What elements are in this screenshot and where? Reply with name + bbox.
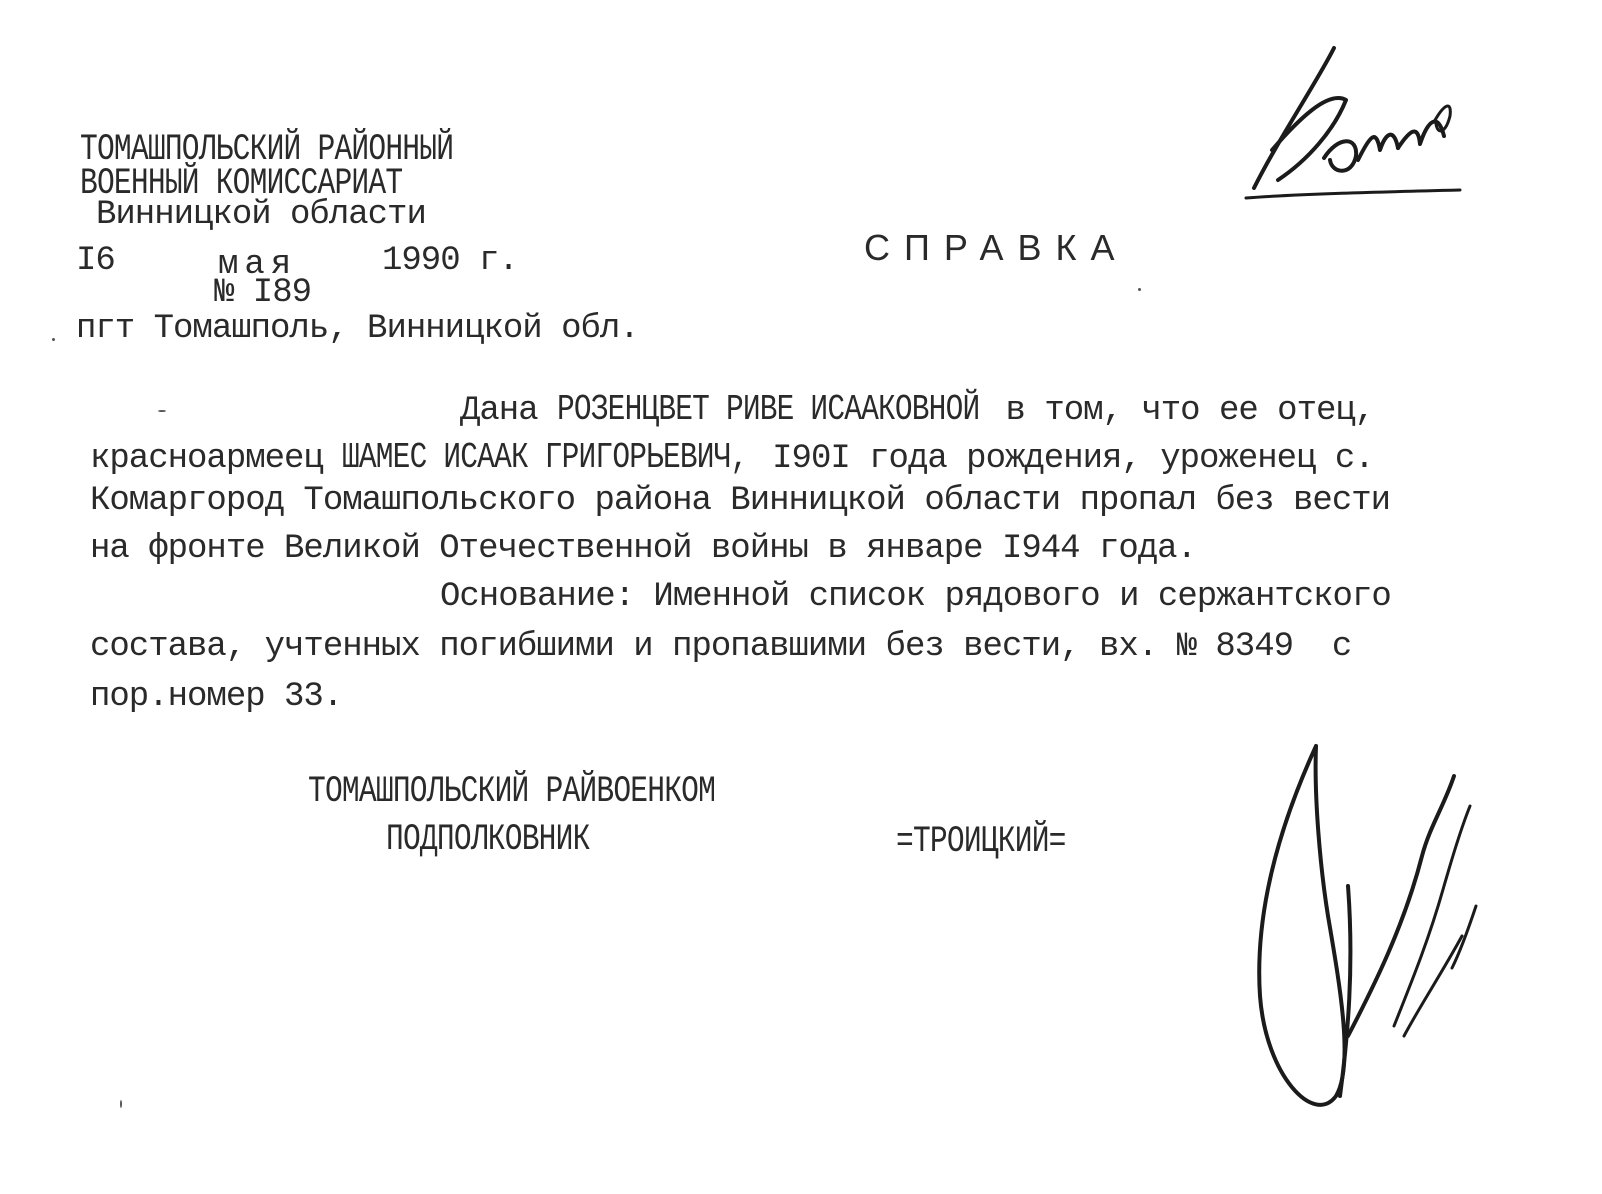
place-of-issue: пгт Томашполь, Винницкой обл. — [76, 310, 639, 348]
body-line2 — [90, 437, 1374, 478]
body-line2-rest: I90I года рождения, уроженец с. — [772, 440, 1374, 478]
recipient-name: РОЗЕНЦВЕТ РИВЕ ИСААКОВНОЙ — [557, 389, 980, 430]
basis-line3: пор.номер 33. — [90, 678, 343, 716]
body-line1-prefix: Дана — [460, 392, 538, 430]
scan-speck — [158, 410, 166, 412]
date-day: I6 — [76, 242, 115, 280]
date-year: 1990 г. — [382, 242, 518, 280]
copy-handwritten-mark — [1238, 40, 1478, 210]
signatory-title: ТОМАШПОЛЬСКИЙ РАЙВОЕНКОМ — [308, 771, 716, 813]
scan-speck — [1138, 288, 1141, 291]
soldier-name: ШАМЕС ИСААК ГРИГОРЬЕВИЧ, — [342, 437, 748, 478]
document-number: № I89 — [214, 274, 312, 312]
org-name-line1: ТОМАШПОЛЬСКИЙ РАЙОННЫЙ — [80, 129, 454, 171]
scan-speck — [120, 1100, 122, 1108]
scan-speck — [52, 338, 55, 341]
officer-signature — [1244, 736, 1494, 1136]
org-name-line2: ВОЕННЫЙ КОМИССАРИАТ — [80, 163, 403, 205]
signatory-name: =ТРОИЦКИЙ= — [896, 821, 1066, 863]
body-line4: на фронте Великой Отечественной войны в январе I944 года. — [90, 530, 1196, 568]
date-month: мая — [218, 246, 298, 284]
document-title: СПРАВКА — [864, 227, 1129, 268]
basis-line1: Основание: Именной список рядового и сержантского — [440, 578, 1391, 616]
body-line1-rest: в том, что ее отец, — [1005, 392, 1375, 430]
body-line1 — [460, 389, 1375, 430]
org-region: Винницкой области — [96, 196, 426, 234]
basis-line2: состава, учтенных погибшими и пропавшими без вести, вх. № 8349 с — [90, 628, 1352, 666]
body-line3: Комаргород Томашпольского района Винницкой области пропал без вести — [90, 482, 1391, 520]
signatory-rank: ПОДПОЛКОВНИК — [386, 819, 590, 861]
body-line2-prefix: красноармеец — [90, 440, 323, 478]
